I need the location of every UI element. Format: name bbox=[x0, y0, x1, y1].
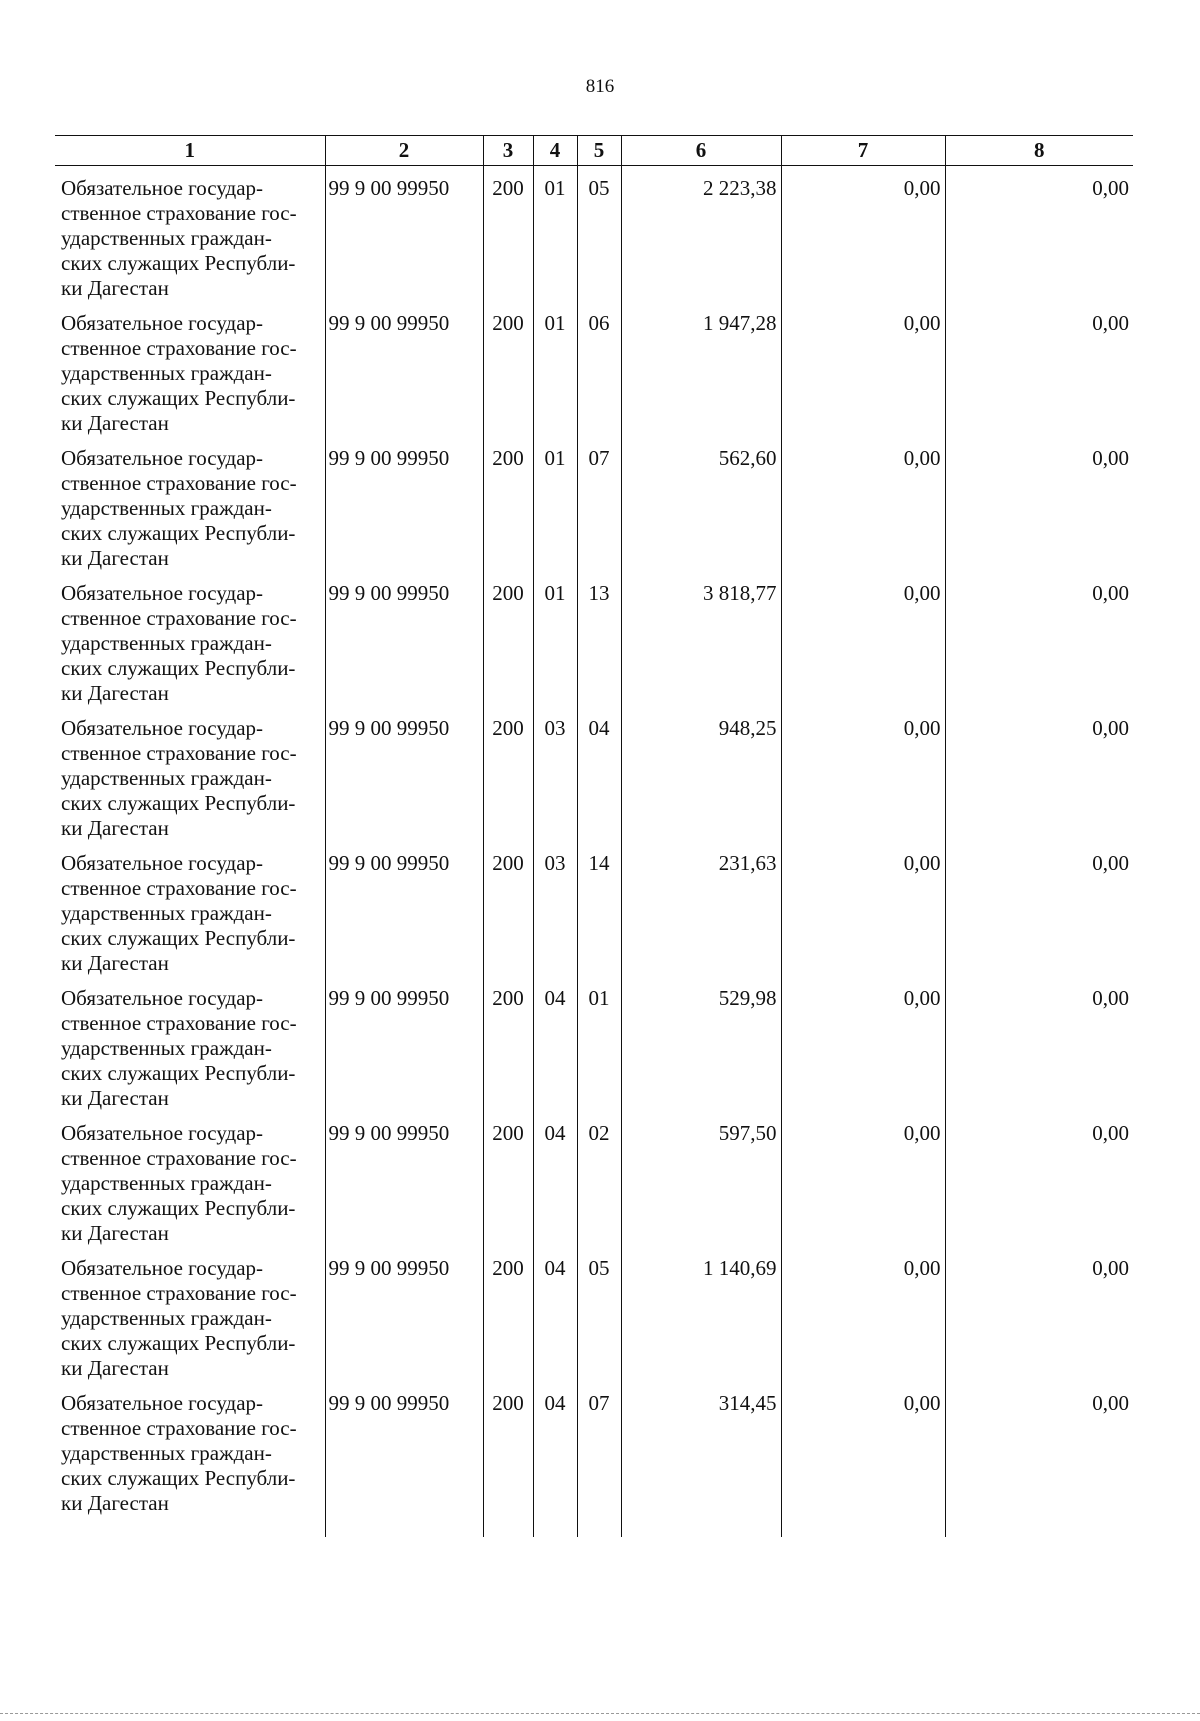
table-row bbox=[55, 1111, 1133, 1246]
amount-col8: 0,00 bbox=[945, 166, 1133, 302]
amount-col8: 0,00 bbox=[945, 976, 1133, 1111]
table-row bbox=[55, 571, 1133, 706]
table-row bbox=[55, 301, 1133, 436]
table-row bbox=[55, 841, 1133, 976]
column-header: 7 bbox=[781, 136, 945, 166]
section-code: 01 bbox=[533, 436, 577, 571]
expense-type-code: 200 bbox=[483, 571, 533, 706]
amount-col8: 0,00 bbox=[945, 1111, 1133, 1246]
target-article-code: 99 9 00 99950 bbox=[325, 301, 483, 436]
subsection-code: 05 bbox=[577, 1246, 621, 1381]
expense-type-code: 200 bbox=[483, 301, 533, 436]
header-row bbox=[55, 136, 1133, 166]
row-name: Обязательное государ- ственное страхование гос- ударственных граждан- ских служащих Республи- ки Дагестан bbox=[61, 1391, 297, 1515]
expense-type-code: 200 bbox=[483, 976, 533, 1111]
row-name: Обязательное государ- ственное страхование гос- ударственных граждан- ских служащих Республи- ки Дагестан bbox=[61, 1121, 297, 1245]
subsection-code: 07 bbox=[577, 1381, 621, 1537]
expense-type-code: 200 bbox=[483, 1381, 533, 1537]
page-number: 816 bbox=[585, 76, 615, 97]
amount-col8: 0,00 bbox=[945, 436, 1133, 571]
target-article-code: 99 9 00 99950 bbox=[325, 1381, 483, 1537]
target-article-code: 99 9 00 99950 bbox=[325, 841, 483, 976]
table-row bbox=[55, 436, 1133, 571]
expense-type-code: 200 bbox=[483, 1111, 533, 1246]
row-name: Обязательное государ- ственное страхование гос- ударственных граждан- ских служащих Республи- ки Дагестан bbox=[61, 176, 297, 300]
section-code: 03 bbox=[533, 841, 577, 976]
subsection-code: 14 bbox=[577, 841, 621, 976]
amount-col7: 0,00 bbox=[781, 301, 945, 436]
target-article-code: 99 9 00 99950 bbox=[325, 1111, 483, 1246]
amount-col6: 597,50 bbox=[621, 1111, 781, 1246]
amount-col7: 0,00 bbox=[781, 571, 945, 706]
subsection-code: 06 bbox=[577, 301, 621, 436]
column-header: 1 bbox=[55, 136, 325, 166]
column-header: 8 bbox=[945, 136, 1133, 166]
column-header: 6 bbox=[621, 136, 781, 166]
row-name: Обязательное государ- ственное страхование гос- ударственных граждан- ских служащих Республи- ки Дагестан bbox=[61, 986, 297, 1110]
page-bottom-edge bbox=[0, 1713, 1200, 1714]
section-code: 04 bbox=[533, 1381, 577, 1537]
amount-col7: 0,00 bbox=[781, 166, 945, 302]
amount-col6: 529,98 bbox=[621, 976, 781, 1111]
column-header: 2 bbox=[325, 136, 483, 166]
section-code: 04 bbox=[533, 1111, 577, 1246]
amount-col8: 0,00 bbox=[945, 1381, 1133, 1537]
row-name: Обязательное государ- ственное страхование гос- ударственных граждан- ских служащих Республи- ки Дагестан bbox=[61, 311, 297, 435]
expense-type-code: 200 bbox=[483, 1246, 533, 1381]
column-header: 4 bbox=[533, 136, 577, 166]
target-article-code: 99 9 00 99950 bbox=[325, 571, 483, 706]
subsection-code: 02 bbox=[577, 1111, 621, 1246]
target-article-code: 99 9 00 99950 bbox=[325, 976, 483, 1111]
amount-col8: 0,00 bbox=[945, 1246, 1133, 1381]
section-code: 01 bbox=[533, 571, 577, 706]
table-row bbox=[55, 976, 1133, 1111]
amount-col6: 1 947,28 bbox=[621, 301, 781, 436]
section-code: 01 bbox=[533, 166, 577, 302]
amount-col8: 0,00 bbox=[945, 841, 1133, 976]
amount-col6: 2 223,38 bbox=[621, 166, 781, 302]
subsection-code: 04 bbox=[577, 706, 621, 841]
amount-col7: 0,00 bbox=[781, 1246, 945, 1381]
expense-type-code: 200 bbox=[483, 706, 533, 841]
amount-col7: 0,00 bbox=[781, 1111, 945, 1246]
expense-type-code: 200 bbox=[483, 841, 533, 976]
target-article-code: 99 9 00 99950 bbox=[325, 166, 483, 302]
amount-col7: 0,00 bbox=[781, 706, 945, 841]
amount-col6: 314,45 bbox=[621, 1381, 781, 1537]
expense-type-code: 200 bbox=[483, 166, 533, 302]
row-name: Обязательное государ- ственное страхование гос- ударственных граждан- ских служащих Республи- ки Дагестан bbox=[61, 851, 297, 975]
table-row bbox=[55, 1246, 1133, 1381]
amount-col6: 3 818,77 bbox=[621, 571, 781, 706]
target-article-code: 99 9 00 99950 bbox=[325, 1246, 483, 1381]
table-row bbox=[55, 706, 1133, 841]
column-header: 5 bbox=[577, 136, 621, 166]
target-article-code: 99 9 00 99950 bbox=[325, 706, 483, 841]
section-code: 04 bbox=[533, 976, 577, 1111]
section-code: 03 bbox=[533, 706, 577, 841]
column-header: 3 bbox=[483, 136, 533, 166]
subsection-code: 07 bbox=[577, 436, 621, 571]
amount-col7: 0,00 bbox=[781, 841, 945, 976]
subsection-code: 01 bbox=[577, 976, 621, 1111]
row-name: Обязательное государ- ственное страхование гос- ударственных граждан- ских служащих Республи- ки Дагестан bbox=[61, 581, 297, 705]
amount-col7: 0,00 bbox=[781, 976, 945, 1111]
amount-col6: 231,63 bbox=[621, 841, 781, 976]
table-row bbox=[55, 1381, 1133, 1537]
subsection-code: 13 bbox=[577, 571, 621, 706]
amount-col7: 0,00 bbox=[781, 1381, 945, 1537]
target-article-code: 99 9 00 99950 bbox=[325, 436, 483, 571]
amount-col8: 0,00 bbox=[945, 571, 1133, 706]
row-name: Обязательное государ- ственное страхование гос- ударственных граждан- ских служащих Республи- ки Дагестан bbox=[61, 446, 297, 570]
amount-col8: 0,00 bbox=[945, 706, 1133, 841]
section-code: 01 bbox=[533, 301, 577, 436]
expense-type-code: 200 bbox=[483, 436, 533, 571]
amount-col6: 562,60 bbox=[621, 436, 781, 571]
section-code: 04 bbox=[533, 1246, 577, 1381]
amount-col6: 1 140,69 bbox=[621, 1246, 781, 1381]
row-name: Обязательное государ- ственное страхование гос- ударственных граждан- ских служащих Республи- ки Дагестан bbox=[61, 1256, 297, 1380]
amount-col7: 0,00 bbox=[781, 436, 945, 571]
subsection-code: 05 bbox=[577, 166, 621, 302]
row-name: Обязательное государ- ственное страхование гос- ударственных граждан- ских служащих Республи- ки Дагестан bbox=[61, 716, 297, 840]
amount-col6: 948,25 bbox=[621, 706, 781, 841]
amount-col8: 0,00 bbox=[945, 301, 1133, 436]
budget-table bbox=[55, 135, 1133, 1537]
table-row bbox=[55, 166, 1133, 302]
